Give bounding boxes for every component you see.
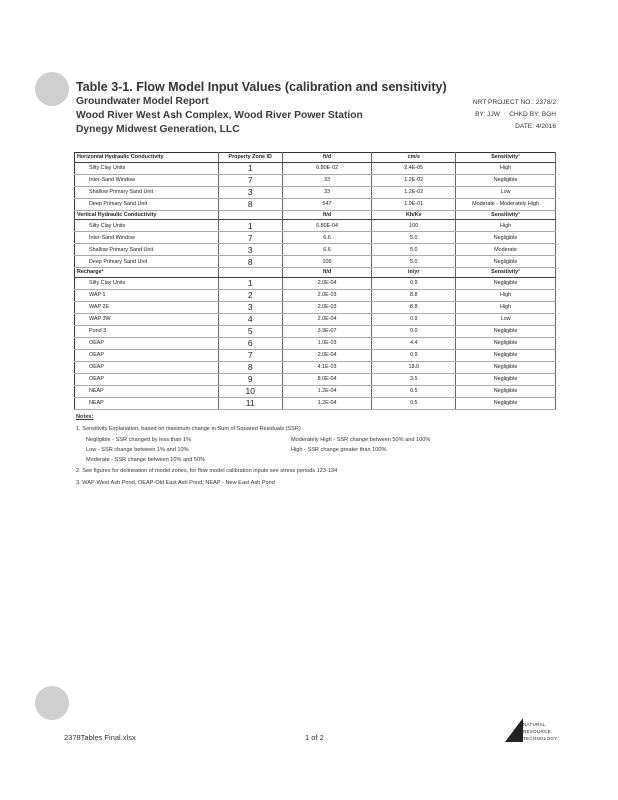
unit-name: OEAP bbox=[75, 349, 219, 361]
unit-name: OEAP bbox=[75, 337, 219, 349]
zone-id: 7 bbox=[218, 232, 282, 244]
unit-name: OEAP bbox=[75, 361, 219, 373]
zone-id: 2 bbox=[218, 289, 282, 301]
unit-name: Deep Primary Sand Unit bbox=[75, 198, 219, 210]
value-2: 0.0 bbox=[372, 325, 456, 337]
value-1: 1.2E-04 bbox=[282, 397, 372, 409]
sensitivity: Negligible bbox=[456, 256, 556, 268]
sensitivity: Negligible bbox=[456, 232, 556, 244]
sensitivity-column-header: Sensitivity¹ bbox=[456, 210, 556, 220]
note-negligible: Negligible - SSR changed by less than 1% bbox=[86, 437, 192, 443]
sensitivity-column-header: Sensitivity¹ bbox=[456, 268, 556, 278]
table-row bbox=[75, 162, 556, 174]
company-logo bbox=[505, 718, 565, 746]
table-row bbox=[75, 349, 556, 361]
logo-text-3: TECHNOLOGY bbox=[523, 736, 558, 741]
unit-name: Deep Primary Sand Unit bbox=[75, 256, 219, 268]
zone-id: 7 bbox=[218, 349, 282, 361]
binder-hole-top bbox=[35, 72, 69, 106]
unit-column-header-2: in/yr bbox=[372, 268, 456, 278]
sensitivity-column-header: Sensitivity¹ bbox=[456, 153, 556, 163]
value-2: 18.0 bbox=[372, 361, 456, 373]
table-title: Table 3-1. Flow Model Input Values (calibration and sensitivity) bbox=[76, 80, 447, 94]
unit-name: WAP 3W bbox=[75, 313, 219, 325]
table-row bbox=[75, 325, 556, 337]
unit-name: Shallow Primary Sand Unit bbox=[75, 244, 219, 256]
table-row bbox=[75, 361, 556, 373]
value-1: 2.0E-03 bbox=[282, 289, 372, 301]
sensitivity: Low bbox=[456, 313, 556, 325]
value-2: 0.5 bbox=[372, 397, 456, 409]
sensitivity: Negligible bbox=[456, 385, 556, 397]
flow-model-input-table bbox=[74, 152, 556, 410]
zone-id: 7 bbox=[218, 174, 282, 186]
logo-mark bbox=[505, 718, 523, 742]
unit-column-header-2: Kh/Kv bbox=[372, 210, 456, 220]
value-1: 2.0E-04 bbox=[282, 277, 372, 289]
value-1: 2.0E-03 bbox=[282, 301, 372, 313]
zone-id: 1 bbox=[218, 162, 282, 174]
table-row bbox=[75, 232, 556, 244]
sensitivity: Negligible bbox=[456, 174, 556, 186]
unit-name: NEAP bbox=[75, 385, 219, 397]
sensitivity: Low bbox=[456, 186, 556, 198]
table-row bbox=[75, 277, 556, 289]
zone-id: 8 bbox=[218, 198, 282, 210]
sensitivity: High bbox=[456, 220, 556, 232]
note-3: 3. WAP-West Ash Pond, OEAP-Old East Ash Pond, NEAP - New East Ash Pond bbox=[76, 480, 275, 486]
note-moderately-high: Moderately High - SSR change between 50% and 100% bbox=[291, 437, 431, 443]
zone-id: 4 bbox=[218, 313, 282, 325]
sensitivity: Negligible bbox=[456, 361, 556, 373]
prepared-by: BY: JJW bbox=[475, 111, 500, 118]
zone-id: 8 bbox=[218, 361, 282, 373]
checked-by: CHKD BY: BGH bbox=[509, 111, 556, 118]
sensitivity: Negligible bbox=[456, 349, 556, 361]
notes-heading: Notes: bbox=[76, 414, 94, 420]
sensitivity: Negligible bbox=[456, 325, 556, 337]
unit-name: WAP 2E bbox=[75, 301, 219, 313]
value-2: 0.5 bbox=[372, 385, 456, 397]
value-1: 6.6 bbox=[282, 232, 372, 244]
unit-name: Silty Clay Units bbox=[75, 162, 219, 174]
note-1: 1. Sensitivity Explanation, based on maximum change in Sum of Squared Residuals (SSR) bbox=[76, 426, 301, 432]
note-moderate: Moderate - SSR change between 10% and 50% bbox=[86, 457, 206, 463]
sensitivity: Moderate bbox=[456, 244, 556, 256]
unit-name: Pond 3 bbox=[75, 325, 219, 337]
value-1: 109 bbox=[282, 256, 372, 268]
sensitivity: High bbox=[456, 162, 556, 174]
sensitivity: Negligible bbox=[456, 397, 556, 409]
value-2: 3.5 bbox=[372, 373, 456, 385]
zone-id: 11 bbox=[218, 397, 282, 409]
table-row bbox=[75, 385, 556, 397]
value-1: 547 bbox=[282, 198, 372, 210]
unit-name: Silty Clay Units bbox=[75, 277, 219, 289]
table-row bbox=[75, 337, 556, 349]
table-row bbox=[75, 198, 556, 210]
table-row bbox=[75, 313, 556, 325]
zone-id: 5 bbox=[218, 325, 282, 337]
project-number: NRT PROJECT NO.: 2378/2 bbox=[472, 99, 556, 106]
unit-name: NEAP bbox=[75, 397, 219, 409]
zone-id: 1 bbox=[218, 277, 282, 289]
unit-column-header: ft/d bbox=[282, 210, 372, 220]
value-2: 0.9 bbox=[372, 313, 456, 325]
value-1: 2.0E-04 bbox=[282, 313, 372, 325]
value-1: 3.9E-07 bbox=[282, 325, 372, 337]
value-2: 8.8 bbox=[372, 289, 456, 301]
sensitivity: High bbox=[456, 289, 556, 301]
unit-column-header: ft/d bbox=[282, 153, 372, 163]
site-name: Wood River West Ash Complex, Wood River Power Station bbox=[76, 110, 363, 121]
value-1: 33 bbox=[282, 174, 372, 186]
sensitivity: Negligible bbox=[456, 277, 556, 289]
company-name: Dynegy Midwest Generation, LLC bbox=[76, 124, 240, 135]
value-1: 1.2E-04 bbox=[282, 385, 372, 397]
notes bbox=[76, 411, 576, 489]
sensitivity: High bbox=[456, 301, 556, 313]
table-row bbox=[75, 397, 556, 409]
logo-text-1: NATURAL bbox=[523, 722, 546, 727]
table-row bbox=[75, 244, 556, 256]
zone-column-header bbox=[218, 268, 282, 278]
unit-name: Shallow Primary Sand Unit bbox=[75, 186, 219, 198]
table-row bbox=[75, 373, 556, 385]
value-2: 4.4 bbox=[372, 337, 456, 349]
table-row bbox=[75, 220, 556, 232]
value-2: 1.9E-01 bbox=[372, 198, 456, 210]
section-title: Recharge² bbox=[75, 268, 219, 278]
value-1: 6.80E-04 bbox=[282, 220, 372, 232]
note-low: Low - SSR change between 1% and 10% bbox=[86, 447, 189, 453]
table-row bbox=[75, 256, 556, 268]
value-2: 8.8 bbox=[372, 301, 456, 313]
binder-hole-bottom bbox=[35, 686, 69, 720]
zone-id: 10 bbox=[218, 385, 282, 397]
section-title: Vertical Hydraulic Conductivity bbox=[75, 210, 219, 220]
page-number: 1 of 2 bbox=[305, 733, 324, 742]
value-2: 5.0 bbox=[372, 232, 456, 244]
sensitivity: Moderate - Moderately High bbox=[456, 198, 556, 210]
table-row bbox=[75, 186, 556, 198]
section-header bbox=[75, 268, 556, 278]
zone-column-header bbox=[218, 210, 282, 220]
table-row bbox=[75, 174, 556, 186]
zone-id: 3 bbox=[218, 244, 282, 256]
section-header bbox=[75, 210, 556, 220]
value-1: 1.0E-03 bbox=[282, 337, 372, 349]
file-name: 2378Tables Final.xlsx bbox=[64, 733, 136, 742]
value-1: 6.6 bbox=[282, 244, 372, 256]
unit-name: Inter-Sand Window bbox=[75, 174, 219, 186]
unit-name: WAP 1 bbox=[75, 289, 219, 301]
value-2: 1.2E-02 bbox=[372, 186, 456, 198]
note-2: 2. See figures for delineation of model zones, for flow model calibration inputs see stress periods 123-134 bbox=[76, 468, 338, 474]
value-2: 0.9 bbox=[372, 277, 456, 289]
unit-column-header-2: cm/s bbox=[372, 153, 456, 163]
unit-name: Silty Clay Units bbox=[75, 220, 219, 232]
value-1: 4.1E-03 bbox=[282, 361, 372, 373]
table-row bbox=[75, 301, 556, 313]
zone-id: 9 bbox=[218, 373, 282, 385]
zone-id: 6 bbox=[218, 337, 282, 349]
value-2: 5.0 bbox=[372, 244, 456, 256]
unit-name: OEAP bbox=[75, 373, 219, 385]
sensitivity: Negligible bbox=[456, 337, 556, 349]
value-2: 5.0 bbox=[372, 256, 456, 268]
section-title: Horizontal Hydraulic Conductivity bbox=[75, 153, 219, 163]
table-row bbox=[75, 289, 556, 301]
sensitivity: Negligible bbox=[456, 373, 556, 385]
zone-id: 8 bbox=[218, 256, 282, 268]
value-1: 8.0E-04 bbox=[282, 373, 372, 385]
zone-id: 3 bbox=[218, 186, 282, 198]
section-header bbox=[75, 153, 556, 163]
value-1: 33 bbox=[282, 186, 372, 198]
unit-name: Inter-Sand Window bbox=[75, 232, 219, 244]
report-name: Groundwater Model Report bbox=[76, 96, 209, 107]
value-2: 0.9 bbox=[372, 349, 456, 361]
zone-id: 1 bbox=[218, 220, 282, 232]
value-2: 100 bbox=[372, 220, 456, 232]
logo-text-2: RESOURCE bbox=[523, 729, 551, 734]
value-1: 6.80E-02 bbox=[282, 162, 372, 174]
note-high: High - SSR change greater than 100% bbox=[291, 447, 387, 453]
zone-column-header: Property Zone ID bbox=[218, 153, 282, 163]
value-2: 2.4E-05 bbox=[372, 162, 456, 174]
value-2: 1.2E-02 bbox=[372, 174, 456, 186]
zone-id: 3 bbox=[218, 301, 282, 313]
value-1: 2.0E-04 bbox=[282, 349, 372, 361]
unit-column-header: ft/d bbox=[282, 268, 372, 278]
date: DATE: 4/2016 bbox=[515, 123, 556, 130]
